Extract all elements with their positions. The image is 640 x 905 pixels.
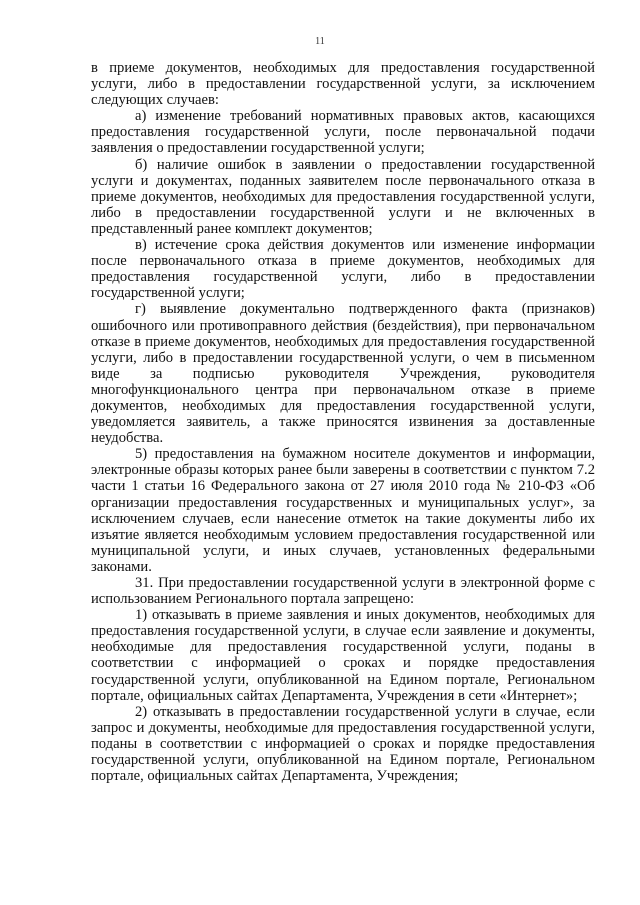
section-31-paragraph: 31. При предоставлении государственной услуги в электронной форме с использованием Регионального портала запрещено: [91,575,595,608]
page-number: 11 [315,36,325,47]
list-item-v: в) истечение срока действия документов или изменение информации после первоначального отказа в приеме документов, необходимых для предоставления государственной услуги, либо в предоставлении государственной услуги; [91,237,595,302]
paragraph-continuation: в приеме документов, необходимых для предоставления государственной услуги, либо в предоставлении государственной услуги, за исключением следующих случаев: [91,60,595,109]
list-item-a: а) изменение требований нормативных правовых актов, касающихся предоставления государственной услуги, после первоначальной подачи заявления о предоставлении государственной услуги; [91,108,595,157]
list-item-g: г) выявление документально подтвержденного факта (признаков) ошибочного или противоправного действия (бездействия), при первоначальном отказе в приеме документов, необходимых для предоставления государственной услуги, либо в предоставлении государственной услуги, о чем в письменном виде за подписью руководителя Учреждения, руководителя многофункционального центра при первоначальном отказе в приеме документов, необходимых для предоставления государственной услуги, уведомляется заявитель, а также приносятся извинения за доставленные неудобства. [91,301,595,447]
section-31-item-2: 2) отказывать в предоставлении государственной услуги в случае, если запрос и документы, необходимые для предоставления государственной услуги, поданы в соответствии с информацией о сроках и порядке предоставления государственной услуги, опубликованной на Едином портале, Региональном портале, официальных сайтах Департамента, Учреждения; [91,703,595,785]
document-body [91,60,595,784]
list-item-b: б) наличие ошибок в заявлении о предоставлении государственной услуги и документах, поданных заявителем после первоначального отказа в приеме документов, необходимых для предоставления государственной услуги, либо в предоставлении государственной услуги и не включенных в представленный ранее комплект документов; [91,156,595,237]
section-31-item-1: 1) отказывать в приеме заявления и иных документов, необходимых для предоставления государственной услуги, в случае если заявление и документы, необходимые для предоставления государственной услуги, поданы в соответствии с информацией о сроках и порядке предоставления государственной услуги, опубликованной на Едином портале, Региональном портале, официальных сайтах Департамента, Учреждения в сети «Интернет»; [91,607,595,704]
item-5-paragraph: 5) предоставления на бумажном носителе документов и информации, электронные образы которых ранее были заверены в соответствии с пунктом 7.2 части 1 статьи 16 Федерального закона от 27 июля 2010 года № 210-ФЗ «Об организации предоставления государственных и муниципальных услуг», за исключением случаев, если нанесение отметок на такие документы либо их изъятие является необходимым условием предоставления государственной или муниципальной услуги, и иных случаев, установленных федеральными законами. [91,446,595,575]
